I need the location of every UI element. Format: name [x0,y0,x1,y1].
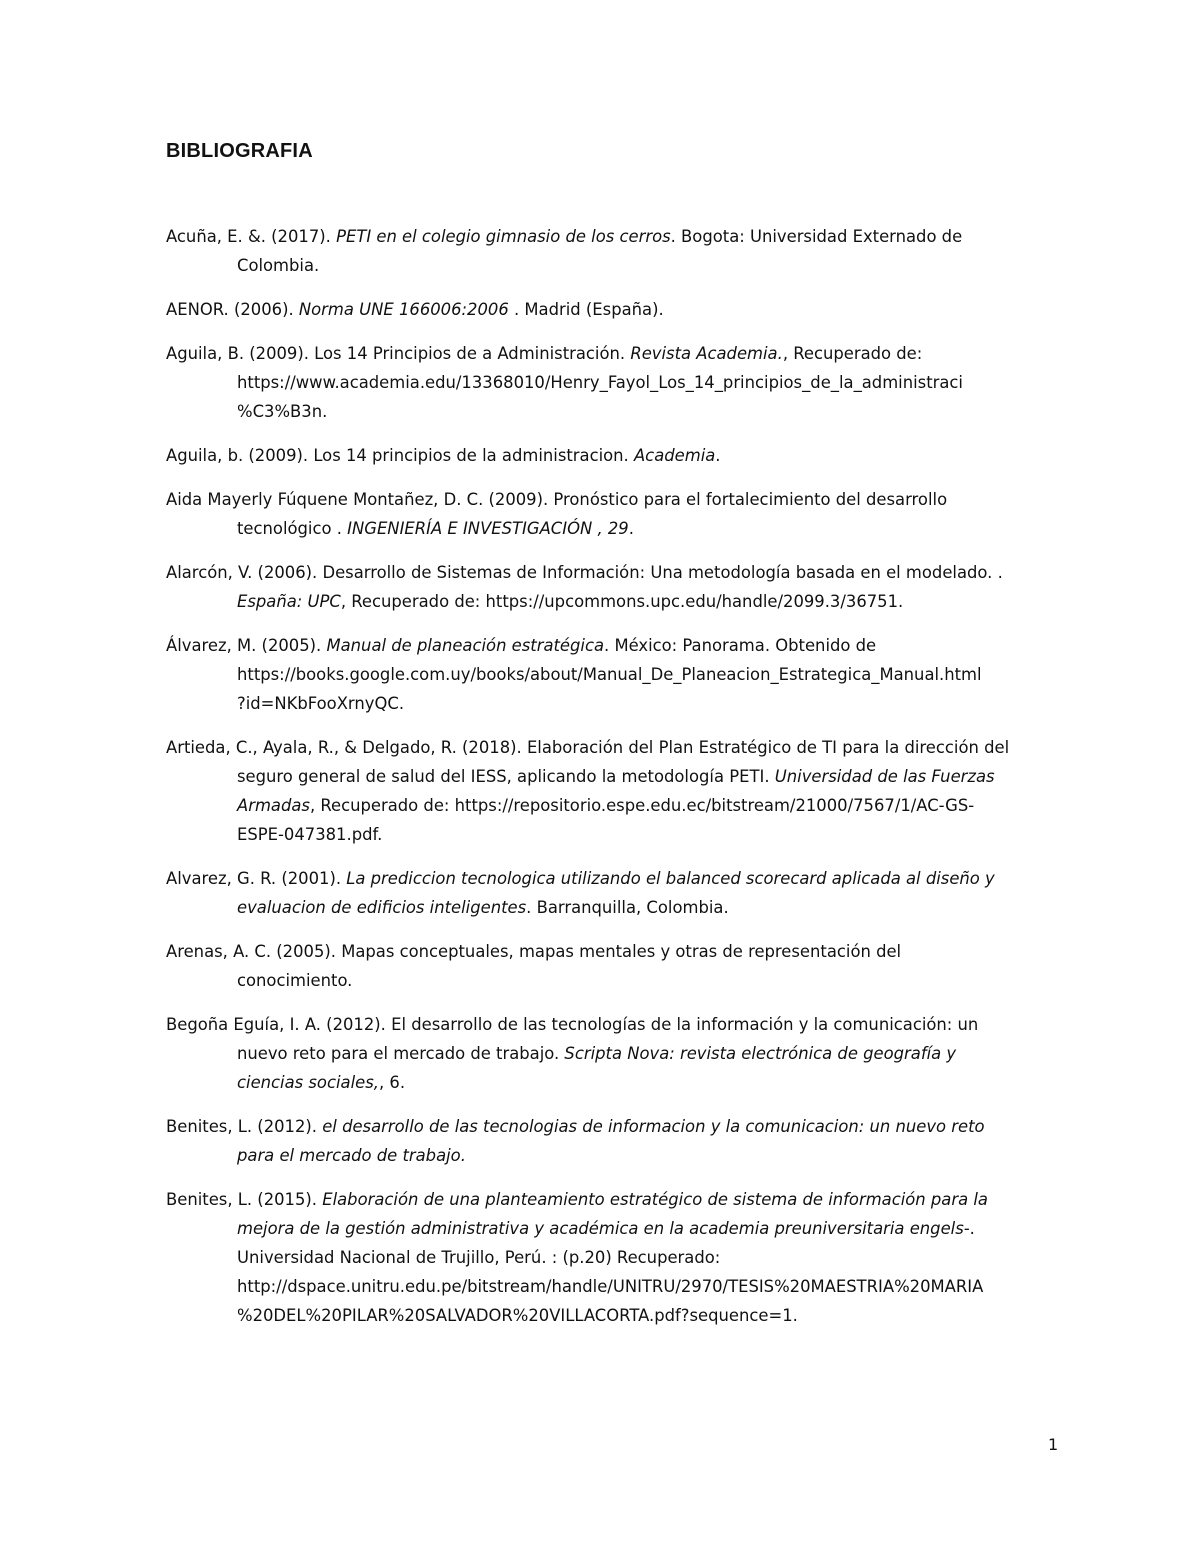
reference-line [166,558,1066,587]
reference-text: Aguila, b. (2009). Los 14 principios de la administracion. [166,446,634,465]
reference-italic-text: para el mercado de trabajo. [237,1146,466,1165]
reference-italic-text: España: UPC [237,592,341,611]
reference-line [166,791,1066,820]
reference-line [166,1185,1066,1214]
reference-text: %C3%B3n. [237,402,328,421]
reference-italic-text: evaluacion de edificios inteligentes [237,898,527,917]
reference-text: . [715,446,721,465]
page-title: BIBLIOGRAFIA [166,140,313,162]
reference-text: https://www.academia.edu/13368010/Henry_Fayol_Los_14_principios_de_la_administraci [237,373,963,392]
reference-italic-text: INGENIERÍA E INVESTIGACIÓN , 29 [347,519,629,538]
reference-line [166,631,1066,660]
reference-text: . México: Panorama. Obtenido de [604,636,877,655]
reference-line [166,1141,1066,1170]
page-number: 1 [1048,1435,1059,1454]
reference-line [166,893,1066,922]
reference-text: seguro general de salud del IESS, aplicando la metodología PETI. [237,767,775,786]
reference-line [166,937,1066,966]
reference-text: , Recuperado de: https://repositorio.espe.edu.ec/bitstream/21000/7567/1/AC-GS- [309,796,975,815]
reference-text: %20DEL%20PILAR%20SALVADOR%20VILLACORTA.pdf?sequence=1. [237,1306,798,1325]
reference-text: tecnológico . [237,519,348,538]
reference-line [166,1243,1066,1272]
reference-text: http://dspace.unitru.edu.pe/bitstream/handle/UNITRU/2970/TESIS%20MAESTRIA%20MARIA [237,1277,984,1296]
reference-entry [166,937,1066,995]
reference-line [166,966,1066,995]
reference-entry [166,733,1066,849]
reference-line [166,1010,1066,1039]
reference-italic-text: La prediccion tecnologica utilizando el balanced scorecard aplicada al diseño y [346,869,995,888]
reference-line [166,397,1066,426]
reference-line [166,1272,1066,1301]
reference-line [166,1112,1066,1141]
reference-italic-text: el desarrollo de las tecnologias de informacion y la comunicacion: un nuevo reto [322,1117,985,1136]
reference-line [166,251,1066,280]
reference-text: AENOR. (2006). [166,300,299,319]
reference-italic-text: PETI en el colegio gimnasio de los cerros [336,227,671,246]
reference-text: . Barranquilla, Colombia. [526,898,729,917]
reference-text: Begoña Eguía, I. A. (2012). El desarrollo de las tecnologías de la información y la comunicación: un [166,1015,979,1034]
reference-italic-text: ciencias sociales, [237,1073,379,1092]
reference-entry [166,295,1066,324]
reference-entry [166,222,1066,280]
reference-line [166,368,1066,397]
reference-line [166,222,1066,251]
reference-italic-text: Manual de planeación estratégica [326,636,605,655]
reference-italic-text: Universidad de las Fuerzas [774,767,995,786]
reference-entry [166,558,1066,616]
reference-line [166,1039,1066,1068]
reference-entry [166,631,1066,718]
reference-line [166,1068,1066,1097]
reference-line [166,660,1066,689]
reference-text: , Recuperado de: https://upcommons.upc.edu/handle/2099.3/36751. [340,592,904,611]
reference-text: Aida Mayerly Fúquene Montañez, D. C. (2009). Pronóstico para el fortalecimiento del desarrollo [166,490,948,509]
reference-text: Alarcón, V. (2006). Desarrollo de Sistemas de Información: Una metodología basada en el modelado. . [166,563,1003,582]
reference-line [166,689,1066,718]
reference-italic-text: Scripta Nova: revista electrónica de geografía y [564,1044,957,1063]
reference-italic-text: mejora de la gestión administrativa y académica en la academia preuniversitaria engels- [237,1219,970,1238]
reference-line [166,441,1066,470]
reference-line [166,1214,1066,1243]
reference-entry [166,1185,1066,1330]
reference-text: Alvarez, G. R. (2001). [166,869,347,888]
reference-text: ESPE-047381.pdf. [237,825,383,844]
reference-text: . Madrid (España). [508,300,664,319]
reference-entry [166,339,1066,426]
reference-text: https://books.google.com.uy/books/about/Manual_De_Planeacion_Estrategica_Manual.html [237,665,982,684]
reference-text: Universidad Nacional de Trujillo, Perú. : (p.20) Recuperado: [237,1248,721,1267]
reference-entry [166,441,1066,470]
reference-line [166,733,1066,762]
reference-line [166,1301,1066,1330]
reference-line [166,762,1066,791]
reference-italic-text: Norma UNE 166006:2006 [298,300,509,319]
reference-list [166,222,1066,1345]
reference-entry [166,485,1066,543]
reference-italic-text: Elaboración de una planteamiento estratégico de sistema de información para la [322,1190,988,1209]
reference-text: Colombia. [237,256,320,275]
reference-text: . Bogota: Universidad Externado de [670,227,963,246]
reference-text: nuevo reto para el mercado de trabajo. [237,1044,565,1063]
reference-text: Arenas, A. C. (2005). Mapas conceptuales, mapas mentales y otras de representación del [166,942,902,961]
reference-text: . [969,1219,975,1238]
reference-text: Artieda, C., Ayala, R., & Delgado, R. (2018). Elaboración del Plan Estratégico de TI para la dirección del [166,738,1010,757]
reference-text: , Recuperado de: [782,344,923,363]
reference-line [166,514,1066,543]
reference-italic-text: Armadas [237,796,310,815]
reference-line [166,820,1066,849]
reference-entry [166,864,1066,922]
reference-line [166,295,1066,324]
reference-entry [166,1010,1066,1097]
reference-text: , 6. [378,1073,406,1092]
reference-line [166,339,1066,368]
reference-text: Acuña, E. &. (2017). [166,227,337,246]
reference-text: . [628,519,634,538]
reference-entry [166,1112,1066,1170]
reference-text: Benites, L. (2015). [166,1190,323,1209]
reference-italic-text: Revista Academia. [630,344,783,363]
reference-text: ?id=NKbFooXrnyQC. [237,694,405,713]
reference-text: Álvarez, M. (2005). [166,636,327,655]
reference-line [166,485,1066,514]
reference-line [166,587,1066,616]
reference-text: Aguila, B. (2009). Los 14 Principios de a Administración. [166,344,631,363]
reference-text: Benites, L. (2012). [166,1117,323,1136]
reference-text: conocimiento. [237,971,353,990]
reference-line [166,864,1066,893]
reference-italic-text: Academia [633,446,716,465]
